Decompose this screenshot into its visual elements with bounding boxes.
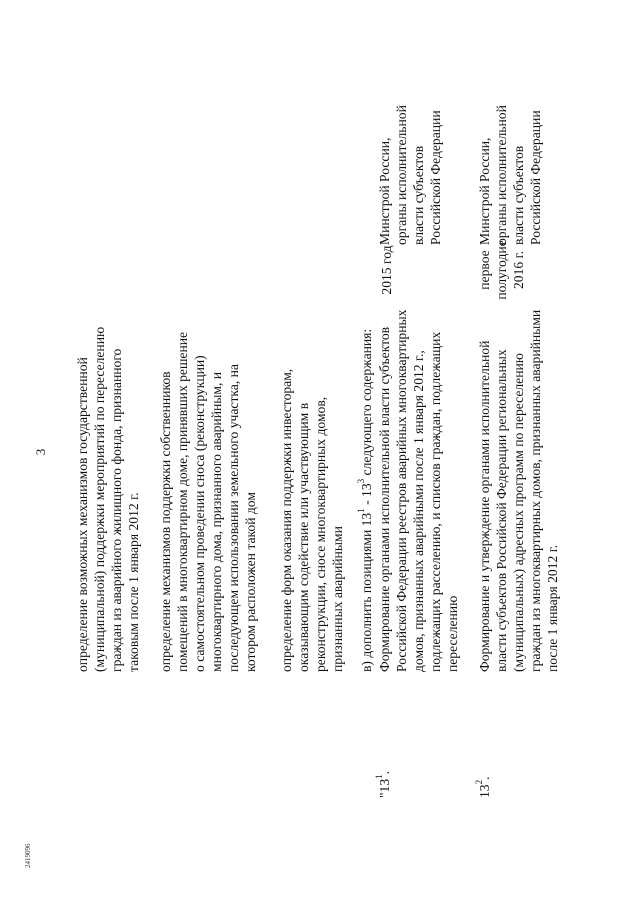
text-line: граждан из аварийного жилищного фонда, признанного xyxy=(109,348,124,672)
responsible-line: органы исполнительной xyxy=(394,105,409,245)
text-line: определение возможных механизмов государственной xyxy=(75,357,90,672)
measure-item-2 xyxy=(157,332,259,672)
responsible-line: Российской Федерации xyxy=(528,110,543,245)
deadline-line: первое xyxy=(477,250,492,290)
row-responsible xyxy=(376,55,444,245)
text-line: власти субъектов Российской Федерации региональных xyxy=(494,349,509,672)
row-number-sup: 1 xyxy=(374,774,385,779)
intro-middle: - 13 xyxy=(359,483,374,509)
row-number-suffix: . xyxy=(377,770,392,775)
responsible-line: Российской Федерации xyxy=(428,110,443,245)
text-line: о самостоятельном проведении сноса (реконструкции) xyxy=(192,355,207,672)
document-code: 2419096 xyxy=(24,843,32,868)
text-line: (муниципальной) поддержки мероприятий по переселению xyxy=(92,326,107,672)
text-line: Российской Федерации реестров аварийных многоквартирных xyxy=(394,309,409,672)
text-line: оказывающим содействие или участвующим в xyxy=(296,402,311,672)
amendment-intro xyxy=(358,329,375,672)
row-responsible xyxy=(476,55,544,245)
text-line: после 1 января 2012 г. xyxy=(545,544,560,672)
measure-item-3 xyxy=(278,369,346,672)
row-description xyxy=(476,310,561,672)
deadline-line: полугодие xyxy=(494,240,509,300)
responsible-line: органы исполнительной xyxy=(494,105,509,245)
intro-suffix: следующего содержания: xyxy=(359,328,374,479)
row-number xyxy=(476,777,493,799)
measure-item-1 xyxy=(74,327,142,672)
text-line: реконструкции, сносе многоквартирных домов, xyxy=(313,396,328,672)
text-line: таковым после 1 января 2012 г. xyxy=(126,492,141,672)
text-line: граждан из многоквартирных домов, признанных аварийными xyxy=(528,309,543,672)
intro-sup-2: 3 xyxy=(356,478,367,484)
row-number xyxy=(376,771,393,798)
text-line: определение механизмов поддержки собственников xyxy=(158,371,173,672)
text-line: (муниципальных) адресных программ по переселению xyxy=(511,353,526,672)
text-line: Формирование и утверждение органами исполнительной xyxy=(477,340,492,672)
text-line: многоквартирного дома, признанного аварийным, и xyxy=(209,371,224,672)
deadline-line: 2015 год xyxy=(379,245,394,295)
text-line: котором расположен такой дом xyxy=(243,492,258,672)
text-line: определение форм оказания поддержки инвесторам, xyxy=(279,368,294,672)
intro-sup-1: 1 xyxy=(356,508,367,513)
text-line: признанных аварийными xyxy=(330,526,345,672)
row-description xyxy=(376,310,461,672)
text-line: помещений в многоквартирном доме, принявших решение xyxy=(175,331,190,672)
text-line: домов, признанных аварийными после 1 января 2012 г., xyxy=(411,350,426,672)
row-number-sup: 2 xyxy=(474,779,485,785)
row-number-prefix: 13 xyxy=(477,784,492,798)
text-line: Формирование органами исполнительной власти субъектов xyxy=(377,326,392,672)
responsible-line: власти субъектов xyxy=(511,145,526,245)
row-number-prefix: "13 xyxy=(377,778,392,798)
responsible-line: Минстрой России, xyxy=(477,137,492,245)
text-line: подлежащих расселению, и списков граждан, подлежащих xyxy=(428,331,443,672)
responsible-line: Минстрой России, xyxy=(377,137,392,245)
row-number-suffix: . xyxy=(477,776,492,780)
responsible-line: власти субъектов xyxy=(411,145,426,245)
intro-prefix: в) дополнить позициями 13 xyxy=(359,512,374,672)
deadline-line: 2016 г. xyxy=(511,250,526,290)
page-number: 3 xyxy=(33,448,48,456)
text-line: переселению xyxy=(445,595,460,672)
text-line: последующем использовании земельного участка, на xyxy=(226,364,241,672)
